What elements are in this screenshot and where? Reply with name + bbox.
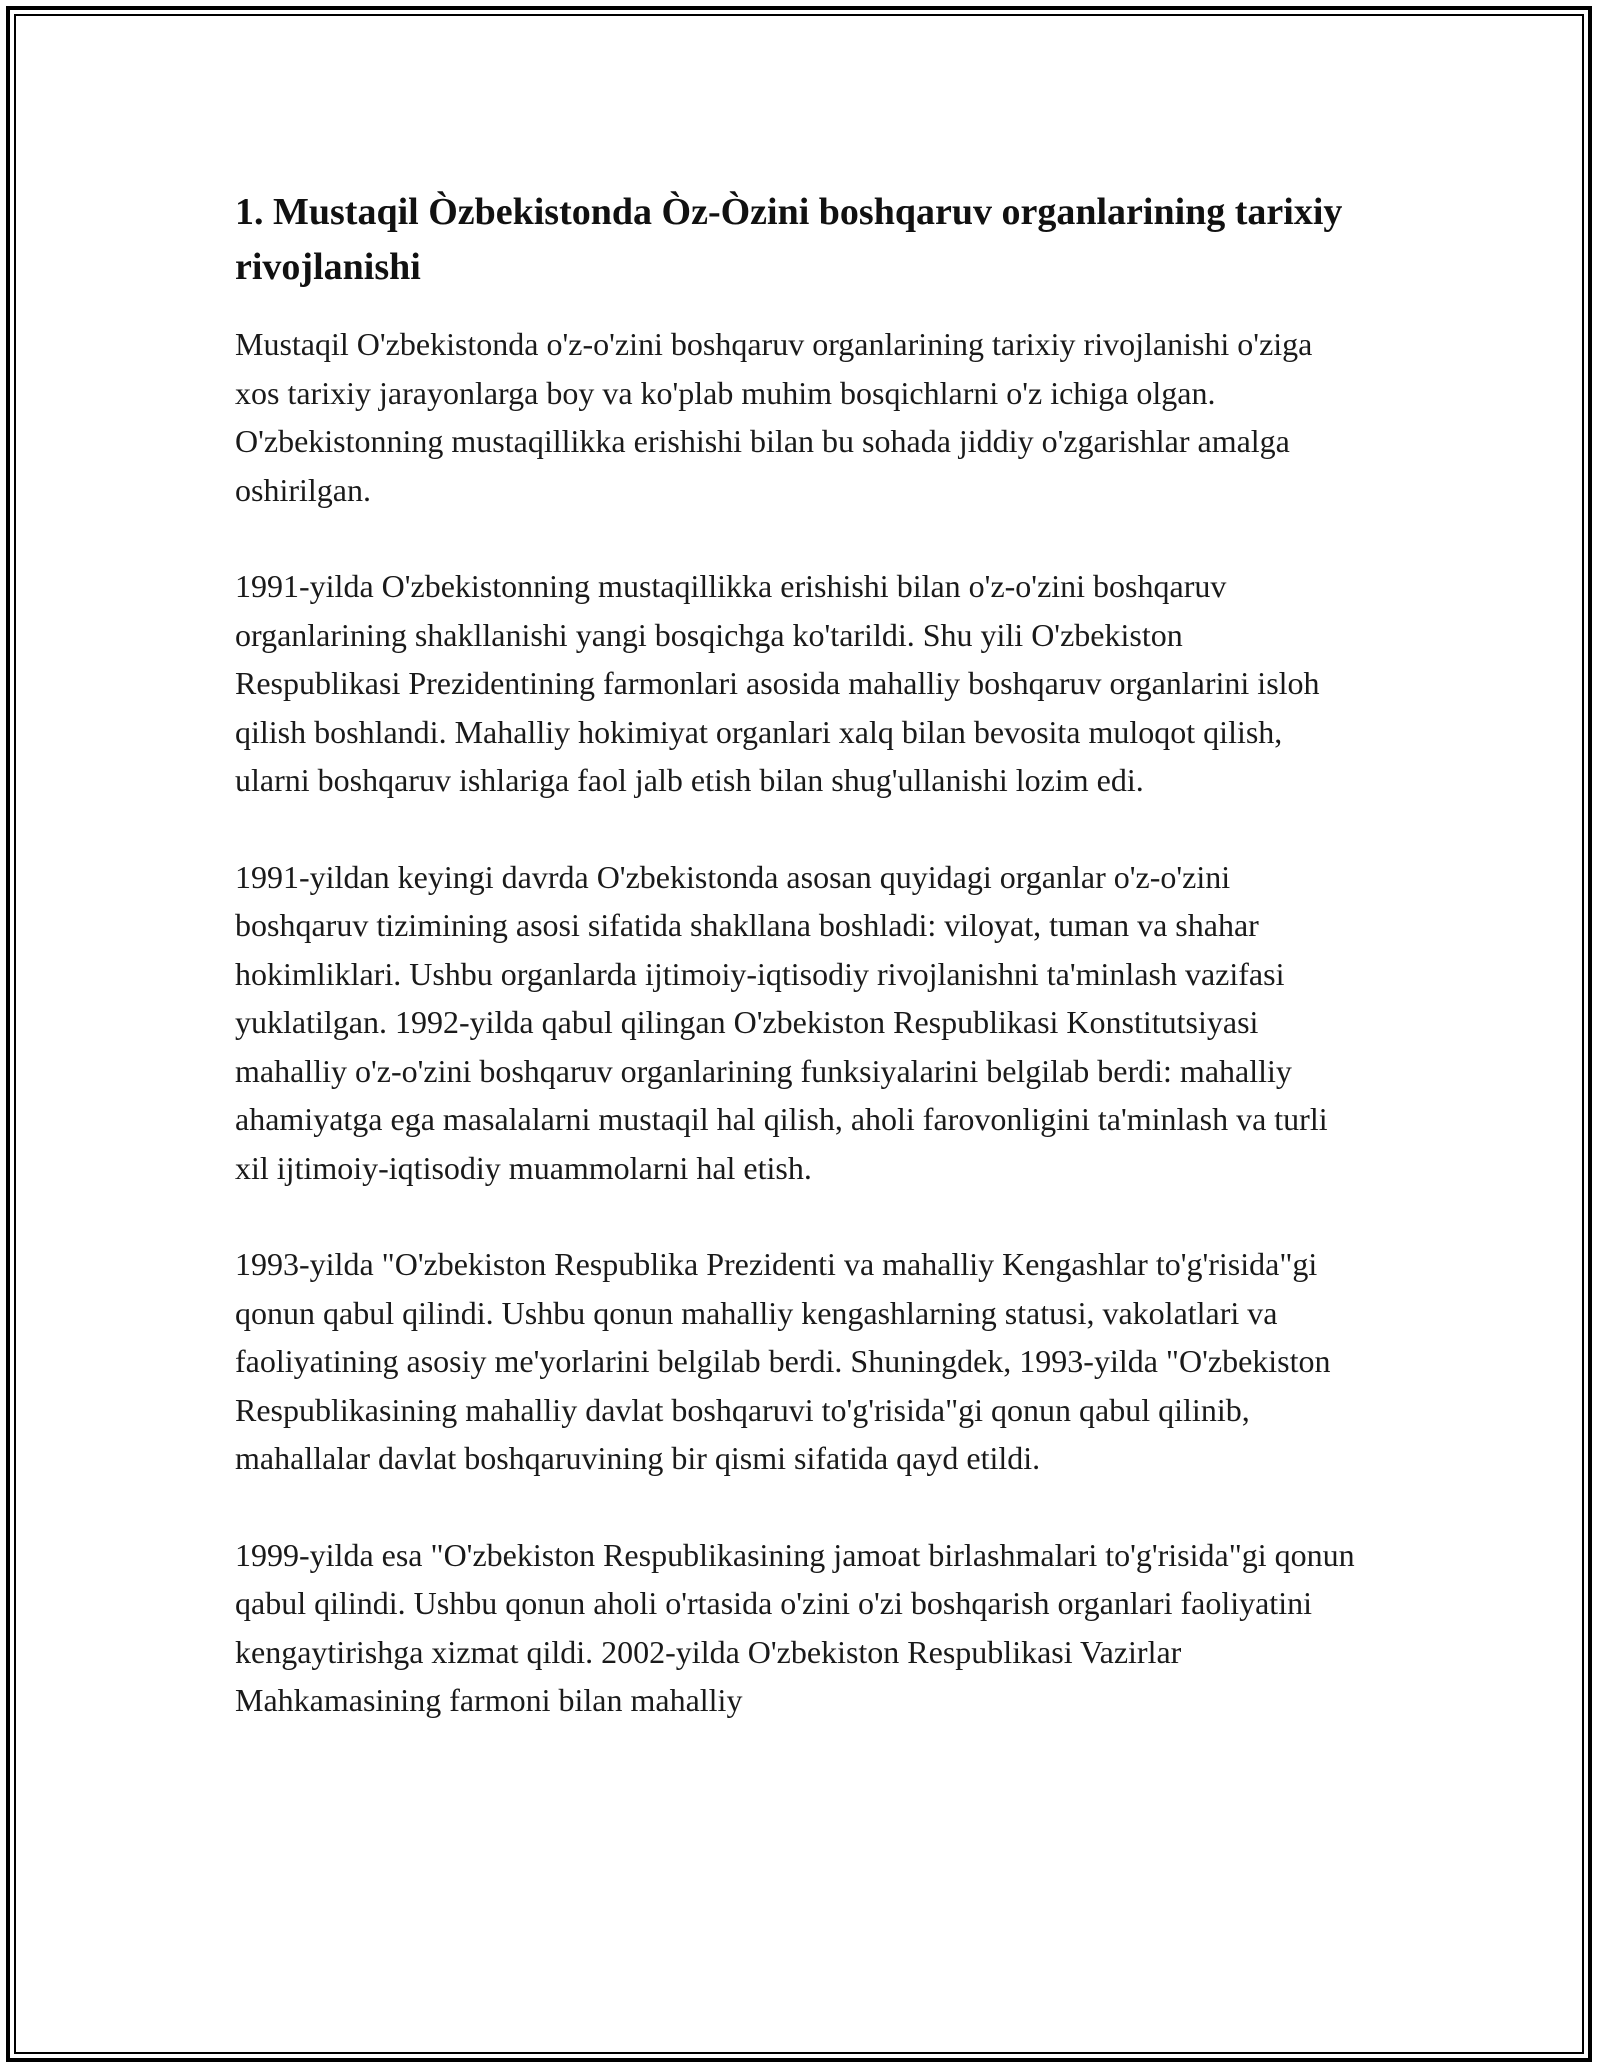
paragraph-1991: 1991-yilda O'zbekistonning mustaqillikka erishishi bilan o'z-o'zini boshqaruv organlarining shakllanishi yangi bosqichga ko'tarildi. Shu yili O'zbekiston Respublikasi Prezidentining farmonlari asosida mahalliy boshqaruv organlarini isloh qilish boshlandi. Mahalliy hokimiyat organlari xalq bilan bevosita muloqot qilish, ularni boshqaruv ishlariga faol jalb etish bilan shug'ullanishi lozim edi. — [235, 568, 1320, 798]
paragraph-intro: Mustaqil O'zbekistonda o'z-o'zini boshqaruv organlarining tarixiy rivojlanishi o'ziga xos tarixiy jarayonlarga boy va ko'plab muhim bosqichlarni o'z ichiga olgan. O'zbekistonning mustaqillikka erishishi bilan bu sohada jiddiy o'zgarishlar amalga oshirilgan. — [235, 326, 1313, 508]
paragraph-1993: 1993-yilda "O'zbekiston Respublika Prezidenti va mahalliy Kengashlar to'g'risida"gi qonun qabul qilindi. Ushbu qonun mahalliy kengashlarning statusi, vakolatlari va faoliyatining asosiy me'yorlarini belgilab berdi. Shuningdek, 1993-yilda "O'zbekiston Respublikasining mahalliy davlat boshqaruvi to'g'risida"gi qonun qabul qilinib, mahallalar davlat boshqaruvining bir qismi sifatida qayd etildi. — [235, 1246, 1331, 1476]
section-heading: 1. Mustaqil Òzbekistonda Òz-Òzini boshqaruv organlarining tarixiy rivojlanishi — [235, 191, 1343, 288]
paragraph-1999: 1999-yilda esa "O'zbekiston Respublikasining jamoat birlashmalari to'g'risida"gi qonun qabul qilindi. Ushbu qonun aholi o'rtasida o'zini o'zi boshqarish organlari faoliyatini kengaytirishga xizmat qildi. 2002-yilda O'zbekiston Respublikasi Vazirlar Mahkamasining farmoni bilan mahalliy — [235, 1536, 1355, 1718]
paragraph-after-1991: 1991-yildan keyingi davrda O'zbekistonda asosan quyidagi organlar o'z-o'zini boshqaruv tizimining asosi sifatida shakllana boshladi: viloyat, tuman va shahar hokimliklari. Ushbu organlarda ijtimoiy-iqtisodiy rivojlanishni ta'minlash vazifasi yuklatilgan. 1992-yilda qabul qilingan O'zbekiston Respublikasi Konstitutsiyasi mahalliy o'z-o'zini boshqaruv organlarining funksiyalarini belgilab berdi: mahalliy ahamiyatga ega masalalarni mustaqil hal qilish, aholi farovonligini ta'minlash va turli xil ijtimoiy-iqtisodiy muammolarni hal etish. — [235, 858, 1328, 1186]
document-body — [235, 185, 1355, 1773]
